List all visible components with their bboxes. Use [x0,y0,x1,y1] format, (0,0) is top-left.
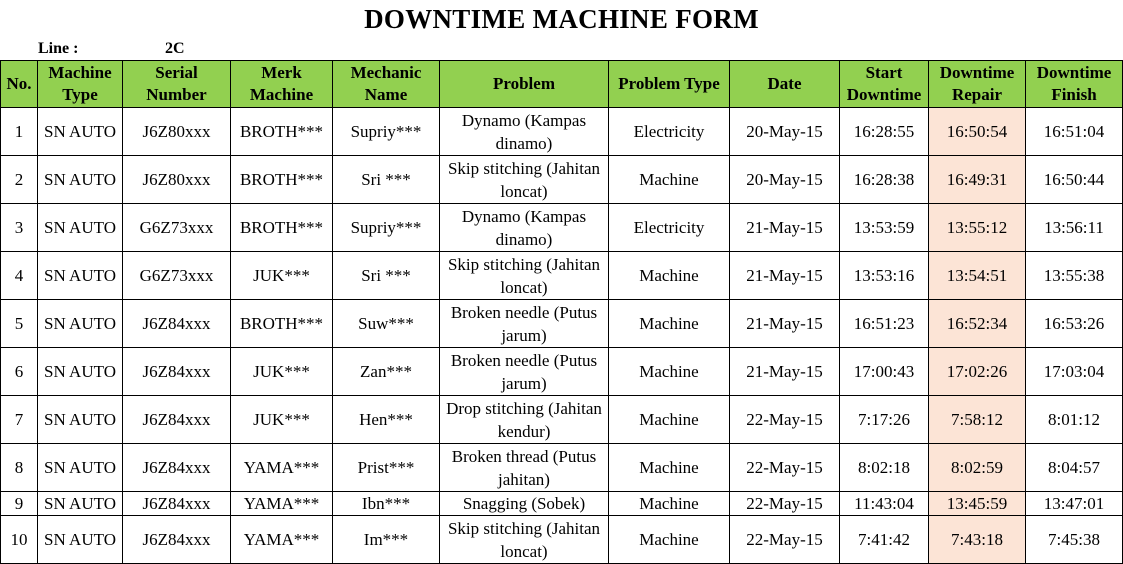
table-row [1,252,1123,300]
header-merk-machine: Merk Machine [231,61,333,108]
cell-downtime-repair: 13:55:12 [929,204,1026,252]
cell-downtime-finish: 8:01:12 [1026,396,1123,444]
cell-problem: Skip stitching (Jahitan loncat) [440,252,609,300]
cell-start-downtime: 13:53:59 [840,204,929,252]
table-body [1,108,1123,564]
cell-date: 21-May-15 [730,204,840,252]
header-start-downtime: Start Downtime [840,61,929,108]
table-row [1,156,1123,204]
cell-problem: Broken needle (Putus jarum) [440,300,609,348]
table-row [1,396,1123,444]
cell-serial-number: J6Z84xxx [123,348,231,396]
cell-date: 22-May-15 [730,396,840,444]
cell-start-downtime: 16:51:23 [840,300,929,348]
cell-mechanic-name: Supriy*** [333,204,440,252]
cell-mechanic-name: Zan*** [333,348,440,396]
header-problem: Problem [440,61,609,108]
cell-serial-number: J6Z84xxx [123,492,231,516]
cell-no: 10 [1,516,38,564]
cell-no: 1 [1,108,38,156]
cell-date: 21-May-15 [730,348,840,396]
cell-merk-machine: BROTH*** [231,204,333,252]
header-downtime-repair: Downtime Repair [929,61,1026,108]
cell-mechanic-name: Ibn*** [333,492,440,516]
cell-problem: Broken needle (Putus jarum) [440,348,609,396]
cell-problem: Dynamo (Kampas dinamo) [440,108,609,156]
cell-merk-machine: YAMA*** [231,444,333,492]
cell-start-downtime: 16:28:38 [840,156,929,204]
cell-merk-machine: BROTH*** [231,300,333,348]
cell-no: 4 [1,252,38,300]
cell-machine-type: SN AUTO [38,156,123,204]
cell-downtime-finish: 13:47:01 [1026,492,1123,516]
cell-mechanic-name: Sri *** [333,156,440,204]
cell-serial-number: J6Z80xxx [123,156,231,204]
cell-serial-number: J6Z80xxx [123,108,231,156]
cell-machine-type: SN AUTO [38,252,123,300]
cell-problem-type: Machine [609,396,730,444]
cell-problem-type: Machine [609,156,730,204]
cell-no: 9 [1,492,38,516]
cell-serial-number: J6Z84xxx [123,300,231,348]
cell-serial-number: J6Z84xxx [123,396,231,444]
cell-serial-number: J6Z84xxx [123,516,231,564]
table-row [1,204,1123,252]
cell-merk-machine: YAMA*** [231,516,333,564]
cell-mechanic-name: Hen*** [333,396,440,444]
cell-problem: Snagging (Sobek) [440,492,609,516]
form-title: DOWNTIME MACHINE FORM [364,4,759,34]
cell-problem-type: Machine [609,252,730,300]
cell-problem: Broken thread (Putus jahitan) [440,444,609,492]
cell-merk-machine: JUK*** [231,252,333,300]
cell-machine-type: SN AUTO [38,396,123,444]
cell-merk-machine: BROTH*** [231,108,333,156]
cell-no: 5 [1,300,38,348]
cell-date: 21-May-15 [730,300,840,348]
cell-downtime-repair: 13:54:51 [929,252,1026,300]
header-machine-type: Machine Type [38,61,123,108]
cell-problem-type: Machine [609,516,730,564]
cell-merk-machine: YAMA*** [231,492,333,516]
cell-no: 8 [1,444,38,492]
cell-no: 2 [1,156,38,204]
cell-start-downtime: 7:17:26 [840,396,929,444]
cell-downtime-finish: 13:56:11 [1026,204,1123,252]
cell-problem-type: Electricity [609,108,730,156]
cell-start-downtime: 11:43:04 [840,492,929,516]
cell-downtime-repair: 17:02:26 [929,348,1026,396]
cell-no: 6 [1,348,38,396]
cell-problem-type: Machine [609,300,730,348]
line-label: Line : [38,40,79,57]
header-problem-type: Problem Type [609,61,730,108]
cell-mechanic-name: Im*** [333,516,440,564]
cell-problem-type: Machine [609,444,730,492]
header-no: No. [1,61,38,108]
cell-problem-type: Electricity [609,204,730,252]
header-serial-number: Serial Number [123,61,231,108]
cell-mechanic-name: Prist*** [333,444,440,492]
cell-downtime-repair: 16:49:31 [929,156,1026,204]
cell-downtime-finish: 16:50:44 [1026,156,1123,204]
cell-merk-machine: JUK*** [231,396,333,444]
cell-start-downtime: 13:53:16 [840,252,929,300]
header-date: Date [730,61,840,108]
cell-machine-type: SN AUTO [38,348,123,396]
cell-problem: Drop stitching (Jahitan kendur) [440,396,609,444]
table-row [1,492,1123,516]
cell-machine-type: SN AUTO [38,300,123,348]
table-row [1,108,1123,156]
cell-downtime-repair: 8:02:59 [929,444,1026,492]
table-row [1,300,1123,348]
cell-date: 22-May-15 [730,444,840,492]
line-value: 2C [165,40,185,57]
cell-machine-type: SN AUTO [38,444,123,492]
cell-mechanic-name: Suw*** [333,300,440,348]
cell-problem-type: Machine [609,492,730,516]
cell-no: 7 [1,396,38,444]
cell-date: 20-May-15 [730,108,840,156]
cell-machine-type: SN AUTO [38,492,123,516]
cell-start-downtime: 16:28:55 [840,108,929,156]
cell-downtime-finish: 17:03:04 [1026,348,1123,396]
table-row [1,516,1123,564]
cell-downtime-finish: 13:55:38 [1026,252,1123,300]
cell-date: 22-May-15 [730,516,840,564]
cell-merk-machine: JUK*** [231,348,333,396]
cell-start-downtime: 17:00:43 [840,348,929,396]
cell-downtime-repair: 16:52:34 [929,300,1026,348]
cell-serial-number: J6Z84xxx [123,444,231,492]
cell-downtime-finish: 16:53:26 [1026,300,1123,348]
cell-merk-machine: BROTH*** [231,156,333,204]
table-row [1,444,1123,492]
cell-downtime-repair: 7:43:18 [929,516,1026,564]
cell-problem-type: Machine [609,348,730,396]
table-row [1,348,1123,396]
cell-machine-type: SN AUTO [38,516,123,564]
cell-serial-number: G6Z73xxx [123,204,231,252]
cell-downtime-finish: 7:45:38 [1026,516,1123,564]
cell-date: 20-May-15 [730,156,840,204]
cell-downtime-repair: 16:50:54 [929,108,1026,156]
cell-downtime-repair: 7:58:12 [929,396,1026,444]
cell-problem: Skip stitching (Jahitan loncat) [440,516,609,564]
cell-serial-number: G6Z73xxx [123,252,231,300]
cell-machine-type: SN AUTO [38,204,123,252]
cell-mechanic-name: Sri *** [333,252,440,300]
cell-machine-type: SN AUTO [38,108,123,156]
downtime-table [0,60,1123,564]
cell-downtime-finish: 16:51:04 [1026,108,1123,156]
cell-no: 3 [1,204,38,252]
cell-start-downtime: 7:41:42 [840,516,929,564]
cell-date: 21-May-15 [730,252,840,300]
header-downtime-finish: Downtime Finish [1026,61,1123,108]
header-mechanic-name: Mechanic Name [333,61,440,108]
header-row [1,61,1123,108]
cell-problem: Skip stitching (Jahitan loncat) [440,156,609,204]
cell-downtime-repair: 13:45:59 [929,492,1026,516]
cell-date: 22-May-15 [730,492,840,516]
cell-downtime-finish: 8:04:57 [1026,444,1123,492]
cell-problem: Dynamo (Kampas dinamo) [440,204,609,252]
cell-start-downtime: 8:02:18 [840,444,929,492]
cell-mechanic-name: Supriy*** [333,108,440,156]
